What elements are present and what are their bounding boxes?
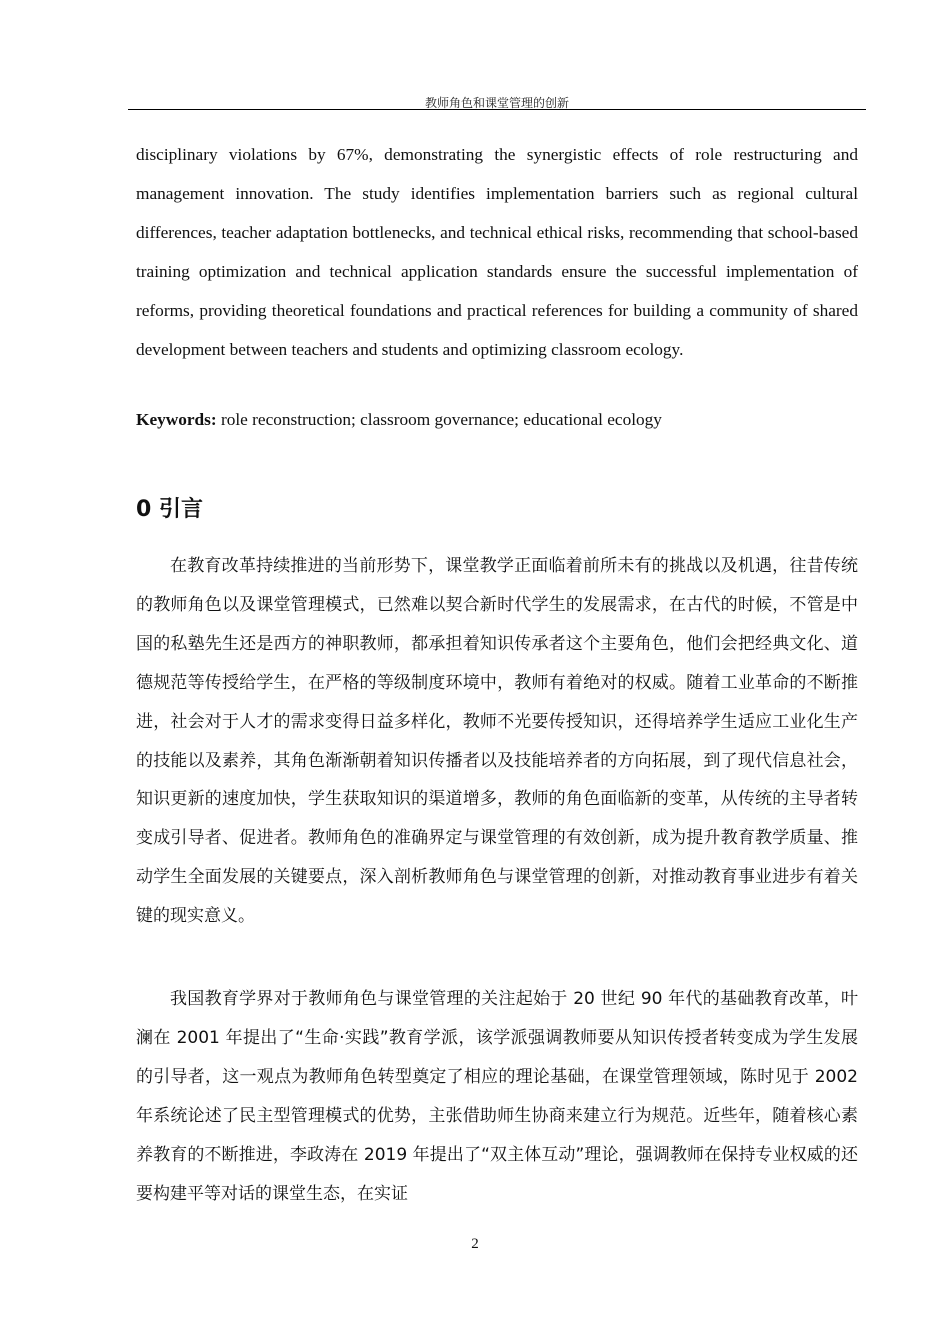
page-number: 2 — [471, 1236, 479, 1252]
section-title: 0 引言 — [136, 497, 203, 522]
header-rule — [128, 109, 866, 110]
keywords-text: role reconstruction; classroom governance; educational ecology — [216, 410, 662, 429]
body-paragraph-2: 我国教育学界对于教师角色与课堂管理的关注起始于 20 世纪 90 年代的基础教育改革，叶澜在 2001 年提出了“生命·实践”教育学派，该学派强调教师要从知识传授者转变成为学生发展的引导者，这一观点为教师角色转型奠定了相应的理论基础，在课堂管理领域，陈时见于 2002 年系统论述了民主型管理模式的优势，主张借助师生协商来建立行为规范。近些年，随着核心素养教育的不断推进，李政涛在 2019 年提出了“双主体互动”理论，强调教师在保持专业权威的还要构建平等对话的课堂生态，在实证 — [136, 989, 858, 1204]
abstract-text: disciplinary violations by 67%, demonstrating the synergistic effects of role restructuring and management innovation. The study identifies implementation barriers such as regional cultural differences, teacher adaptation bottlenecks, and technical ethical risks, recommending that school-based training optimization and technical application standards ensure the successful implementation of reforms, providing theoretical foundations and practical references for building a community of shared development between teachers and students and optimizing classroom ecology. — [136, 145, 858, 359]
keywords-label: Keywords: — [136, 410, 217, 429]
body-paragraph-1: 在教育改革持续推进的当前形势下，课堂教学正面临着前所未有的挑战以及机遇，往昔传统的教师角色以及课堂管理模式，已然难以契合新时代学生的发展需求，在古代的时候，不管是中国的私塾先生还是西方的神职教师，都承担着知识传承者这个主要角色，他们会把经典文化、道德规范等传授给学生，在严格的等级制度环境中，教师有着绝对的权威。随着工业革命的不断推进，社会对于人才的需求变得日益多样化，教师不光要传授知识，还得培养学生适应工业化生产的技能以及素养，其角色渐渐朝着知识传播者以及技能培养者的方向拓展，到了现代信息社会，知识更新的速度加快，学生获取知识的渠道增多，教师的角色面临新的变革，从传统的主导者转变成引导者、促进者。教师角色的准确界定与课堂管理的有效创新，成为提升教育教学质量、推动学生全面发展的关键要点，深入剖析教师角色与课堂管理的创新，对推动教育事业进步有着关键的现实意义。 — [136, 556, 858, 927]
running-header: 教师角色和课堂管理的创新 — [424, 96, 569, 110]
keywords-line — [136, 406, 858, 434]
